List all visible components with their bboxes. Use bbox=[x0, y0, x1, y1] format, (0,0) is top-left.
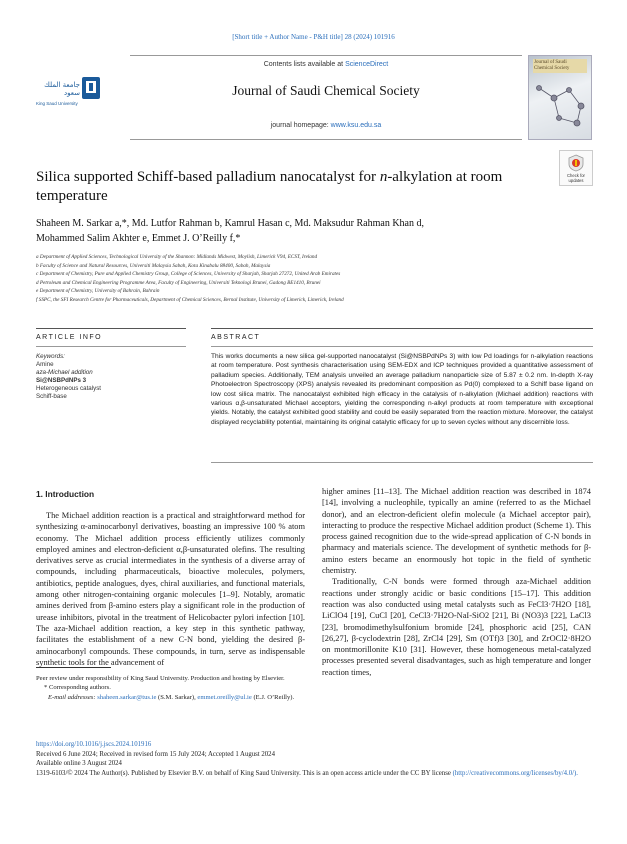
keyword-item: aza-Michael addition bbox=[36, 369, 93, 376]
ksu-logo-arabic: جامعة الملك سعود bbox=[44, 81, 80, 97]
keyword-item: Heterogeneous catalyst bbox=[36, 385, 102, 392]
corresponding-note: * Corresponding authors. bbox=[44, 684, 111, 692]
check-for-updates-button[interactable] bbox=[559, 150, 593, 186]
homepage-prefix: journal homepage: bbox=[270, 122, 331, 129]
publication-info bbox=[36, 740, 591, 778]
contents-line bbox=[130, 61, 522, 68]
contents-prefix: Contents lists available at bbox=[263, 61, 346, 68]
affiliation-e: e Department of Chemistry, University of Bahrain, Bahrain bbox=[36, 288, 160, 295]
article-info-rule-top bbox=[36, 328, 186, 329]
email-note bbox=[36, 693, 591, 702]
keyword-item: Schiff-base bbox=[36, 393, 67, 400]
license-text bbox=[36, 769, 591, 779]
sciencedirect-link[interactable]: ScienceDirect bbox=[345, 61, 389, 68]
footnotes bbox=[36, 674, 591, 702]
homepage-line bbox=[130, 122, 522, 129]
email-label: E-mail addresses: bbox=[48, 693, 98, 701]
abstract-rule-top bbox=[211, 328, 593, 329]
email-link-oreilly[interactable]: emmet.oreilly@ul.ie bbox=[197, 693, 252, 701]
keyword-item: Amine bbox=[36, 361, 54, 368]
affiliation-f: f SSPC, the SFI Research Centre for Pharmaceuticals, Department of Chemical Sciences, Bernal Institute, University of Limerick, Limerick, Ireland bbox=[36, 296, 344, 303]
running-header: [Short title + Author Name - P&H title] 28 (2024) 101916 bbox=[232, 33, 395, 41]
email-name-sarkar: (S.M. Sarkar), bbox=[156, 693, 198, 701]
affiliation-c: c Department of Chemistry, Pure and Applied Chemistry Group, College of Sciences, University of Sharjah, Sharjah 27272, United Arab Emirates bbox=[36, 271, 341, 278]
license-link[interactable]: (http://creativecommons.org/licenses/by/4.0/). bbox=[452, 769, 578, 777]
molecule-icon bbox=[529, 78, 591, 138]
ksu-logo-english: King Saud University bbox=[36, 101, 78, 106]
check-updates-icon bbox=[568, 154, 584, 172]
check-updates-label: Check for updates bbox=[567, 173, 585, 183]
email-link-sarkar[interactable]: shaheen.sarkar@tus.ie bbox=[97, 693, 157, 701]
peer-review-note: Peer review under responsibility of King Saud University. Production and hosting by Elsevier. bbox=[36, 675, 285, 682]
abstract-text: This works documents a new silica gel-supported nanocatalyst (Si@NSBPdNPs 3) with low Pd loadings for n-alkylation reactions at room temperature. Post synthesis characterisation using SEM-EDX and ICP techniques provided a quantitative assessment of palladium species. Additionally, TEM analysis unveiled an average palladium nanoparticle size of 5.87 ± 0.2 nm. In-depth X-ray Photoelectron Spectroscopy (XPS) analysis revealed its predominant composition as Pd(0) complexed to a Schiff base ligand on low cost silica matrix. The nanocatalyst exhibited high efficacy in the catalysis of n-alkylation (Michael addition) reactions with various α,β-unsaturated Michael acceptors, yielding the corresponding n-alkyl products at room temperature with exceptional yields. Notably, the catalyst exhibited good stability and could be easily separated from the reaction mixture. Moreover, the catalyst displayed recyclability potential, maintaining its original catalytic efficacy for up to seven cycles without any discernible loss. bbox=[211, 353, 593, 426]
abstract-heading: ABSTRACT bbox=[211, 334, 261, 341]
license-statement: 1319-6103/© 2024 The Author(s). Published by Elsevier B.V. on behalf of King Saud University. This is an open access article under the CC BY license bbox=[36, 769, 451, 777]
doi-link[interactable]: https://doi.org/10.1016/j.jscs.2024.101916 bbox=[36, 741, 152, 748]
ksu-logo bbox=[36, 75, 104, 113]
article-info-rule-bottom bbox=[36, 346, 186, 347]
cover-title: Journal of Saudi Chemical Society bbox=[533, 59, 587, 73]
author-list bbox=[36, 216, 596, 246]
footnote-rule bbox=[36, 667, 111, 668]
intro-paragraph: higher amines [11–13]. The Michael addition reaction was described in 1874 [14], involving a nucleophile, typically an amine (referred to as the Michael donor), and an electron-deficient olefin molecule (a Michael acceptor pair), interacting to produce the respective Michael addition product (Scheme 1). This process gained recognition due to the wide-spread application of C-N bonds in pharmacy and materials science. The development of synthetic methods for β-amino esters became an enormously hot topic in the field of synthetic chemistry. bbox=[322, 487, 591, 576]
homepage-link[interactable]: www.ksu.edu.sa bbox=[330, 122, 382, 129]
received-dates: Received 6 June 2024; Received in revised form 15 July 2024; Accepted 1 August 2024 bbox=[36, 750, 275, 758]
available-online: Available online 3 August 2024 bbox=[36, 760, 122, 768]
title-part-1: Silica supported Schiff-based palladium nanocatalyst for bbox=[36, 169, 380, 185]
journal-title: Journal of Saudi Chemical Society bbox=[232, 83, 420, 98]
article-title bbox=[36, 168, 556, 206]
affiliation-a: a Department of Applied Sciences, Technological University of the Shannon: Midlands Midwest, Moylish, Limerick V94, ECST, Ireland bbox=[36, 254, 318, 260]
keyword-item: Si@NSBPdNPs 3 bbox=[36, 377, 87, 384]
intro-paragraph: The Michael addition reaction is a practical and straightforward method for synthesizing α-aminocarbonyl derivatives, boasting an impressive 100 % atom economy. The Michael addition process efficiently utilizes commonly employed amines and electron-deficient α,β-unsaturated olefins. The resulting derivatives serve as crucial intermediates in the synthesis of a diverse array of compounds, including pharmaceuticals, bioactive molecules, polymers, antibiotics, peptide analogues, dyes, chiral auxiliaries, and functional materials, among other nitrogen-containing organic molecules [1–9]. Notably, aromatic amines derived from β-amino esters play a significant role in the production of urease inhibitors, pivotal in the treatment of Helicobacter pylori infection [10]. The aza-Michael addition reaction, a key step in this synthetic pathway, facilitates the establishment of a new C-N bond, yielding the desired β-aminocarbonyl compounds. These compounds, in turn, serve as indispensable synthetic tools for the advancement of bbox=[36, 511, 305, 667]
journal-cover[interactable] bbox=[528, 55, 592, 140]
keywords-block bbox=[36, 353, 186, 401]
authors-line-2: Mohammed Salim Akhter e, Emmet J. O’Reilly f,* bbox=[36, 233, 241, 244]
title-italic-n: n bbox=[379, 169, 388, 185]
email-name-oreilly: (E.J. O’Reilly). bbox=[251, 693, 295, 701]
intro-left-column bbox=[36, 510, 305, 668]
title-part-2: -alkylation at room temperature bbox=[36, 169, 503, 204]
article-info-heading: ARTICLE INFO bbox=[36, 334, 103, 341]
intro-right-column bbox=[322, 486, 591, 678]
affiliation-b: b Faculty of Science and Natural Resources, Universiti Malaysia Sabah, Kota Kinabalu 88400, Sabah, Malaysia bbox=[36, 262, 271, 269]
keywords-label: Keywords: bbox=[36, 353, 65, 360]
intro-paragraph: Traditionally, C-N bonds were formed through aza-Michael addition reactions under strongly acidic or basic conditions [15–17]. This addition reaction was also conducted using metal catalysts such as FeCl3·7H2O [18], LiClO4 [19], CuCl [20], CeCl3·7H2O-NaI-SiO2 [21], Bi (NO3)3 [22], LaCl3 [23], bromodimethylsulfonium bromide [24], phosphoric acid [25], CAN [26,27], β-cyclodextrin [28], ZrCl4 [29], Sm (OTf)3 [30], and ZrOCl2·8H2O on montmorillonite K10 [31]. However, these homogeneous metal-catalyzed processes presented several disadvantages, such as high temperature and longer reaction times, bbox=[322, 577, 591, 677]
affiliations bbox=[36, 253, 596, 305]
abstract-rule-end bbox=[211, 462, 593, 463]
abstract-rule-bottom bbox=[211, 346, 593, 347]
authors-line-1: Shaheen M. Sarkar a,*, Md. Lutfor Rahman b, Kamrul Hasan c, Md. Maksudur Rahman Khan d, bbox=[36, 218, 424, 229]
introduction-heading: 1. Introduction bbox=[36, 489, 95, 499]
affiliation-d: d Petroleum and Chemical Engineering Programme Area, Faculty of Engineering, Universiti Teknologi Brunei, Gadong BE1410, Brunei bbox=[36, 279, 321, 286]
